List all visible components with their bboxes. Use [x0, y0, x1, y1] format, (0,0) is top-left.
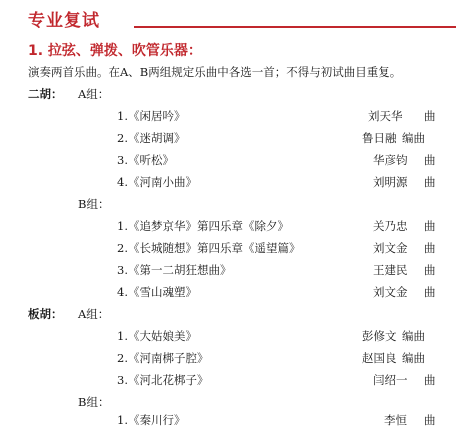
group-label: A组： [78, 87, 110, 101]
piece-composer: 彭修文 [362, 329, 397, 343]
instrument-label: 板胡： [28, 307, 63, 321]
piece-title: 4.《河南小曲》 [117, 175, 197, 189]
piece-composer: 刘文金 [373, 241, 408, 255]
piece-title: 1.《追梦京华》第四乐章《除夕》 [117, 219, 289, 233]
piece-role: 编曲 [402, 351, 425, 365]
section-intro: 演奏两首乐曲。在A、B两组规定乐曲中各选一首；不得与初试曲目重复。 [28, 65, 402, 79]
piece-composer: 李恒 [384, 413, 407, 427]
piece-role: 曲 [424, 241, 436, 255]
header [28, 6, 456, 32]
piece-role: 编曲 [402, 131, 425, 145]
piece-composer: 华彦钧 [373, 153, 408, 167]
piece-title: 2.《迷胡调》 [117, 131, 186, 145]
piece-role: 编曲 [402, 329, 425, 343]
piece-role: 曲 [424, 263, 436, 277]
piece-title: 2.《长城随想》第四乐章《遥望篇》 [117, 241, 301, 255]
header-title: 专业复试 [28, 11, 100, 31]
piece-title: 3.《第一二胡狂想曲》 [117, 263, 232, 277]
piece-role: 曲 [424, 153, 436, 167]
piece-title: 3.《听松》 [117, 153, 174, 167]
group-label: B组： [78, 197, 110, 211]
piece-composer: 闫绍一 [373, 373, 408, 387]
piece-title: 1.《秦川行》 [117, 413, 186, 427]
piece-title: 4.《雪山魂塑》 [117, 285, 197, 299]
group-label: A组： [78, 307, 110, 321]
piece-role: 曲 [424, 175, 436, 189]
piece-composer: 赵国良 [362, 351, 397, 365]
piece-title: 3.《河北花梆子》 [117, 373, 209, 387]
piece-composer: 关乃忠 [373, 219, 408, 233]
group-label: B组： [78, 395, 110, 409]
piece-composer: 刘明源 [373, 175, 408, 189]
section-title: 1. 拉弦、弹拨、吹管乐器： [28, 43, 202, 59]
piece-composer: 刘天华 [368, 109, 403, 123]
piece-role: 曲 [424, 109, 436, 123]
piece-role: 曲 [424, 413, 436, 427]
piece-role: 曲 [424, 285, 436, 299]
header-rule [134, 26, 456, 28]
piece-composer: 王建民 [373, 263, 408, 277]
instrument-label: 二胡： [28, 87, 63, 101]
piece-composer: 鲁日融 [362, 131, 397, 145]
piece-role: 曲 [424, 373, 436, 387]
piece-title: 1.《大姑娘美》 [117, 329, 197, 343]
piece-role: 曲 [424, 219, 436, 233]
piece-title: 1.《闲居吟》 [117, 109, 186, 123]
piece-title: 2.《河南梆子腔》 [117, 351, 209, 365]
piece-composer: 刘文金 [373, 285, 408, 299]
